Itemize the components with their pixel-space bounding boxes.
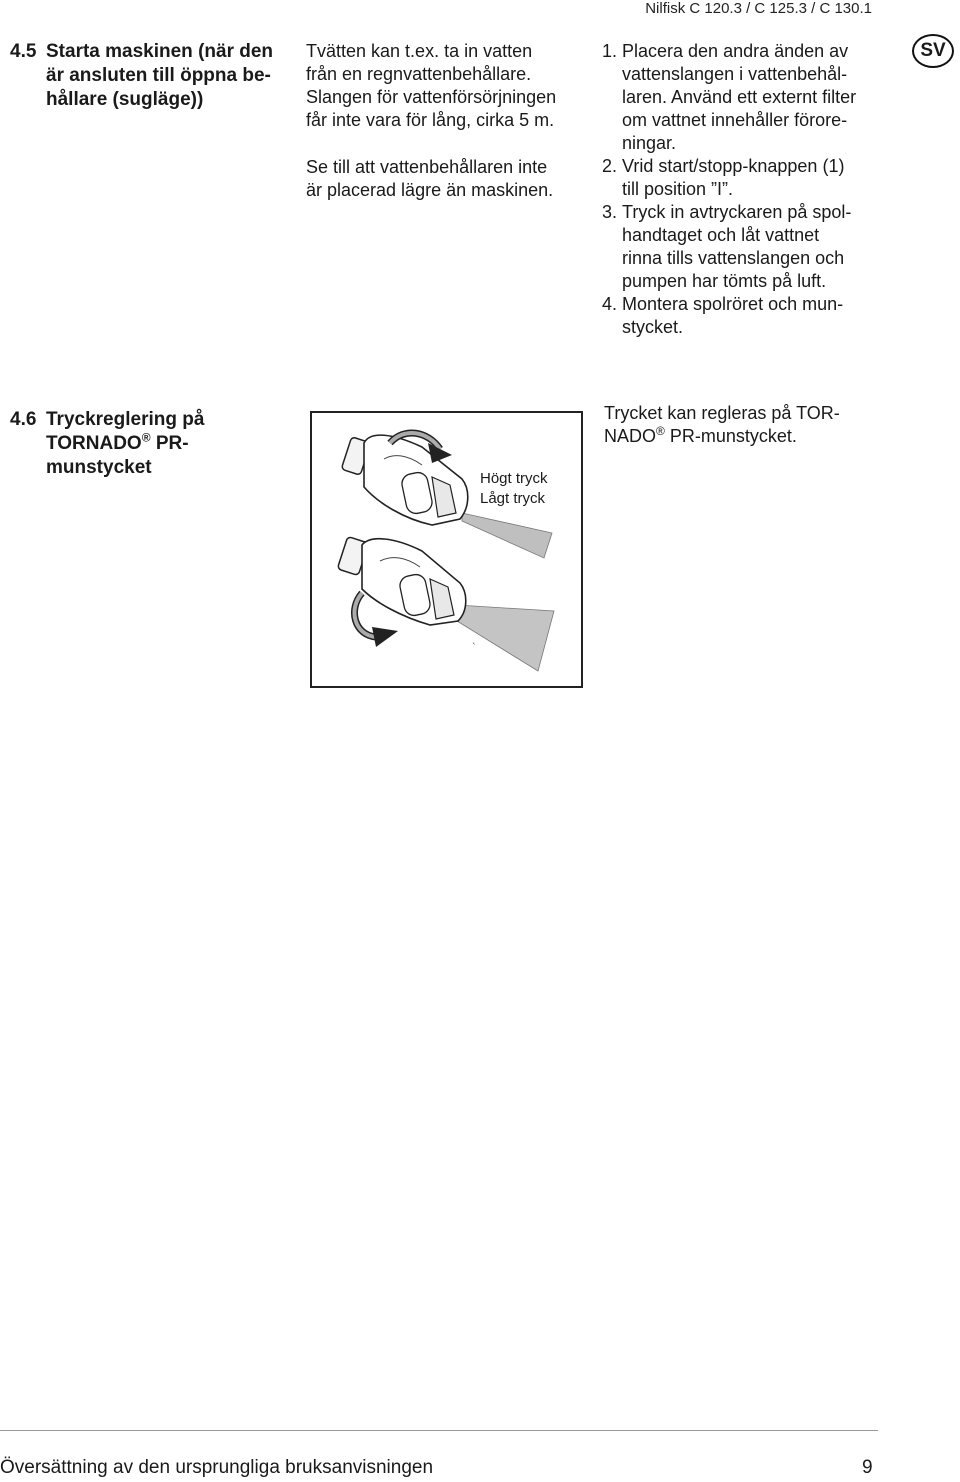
text-line: PR-munstycket. <box>664 426 797 446</box>
text-line: till position ”I”. <box>622 179 734 199</box>
label-high-pressure: Högt tryck <box>480 470 548 487</box>
nozzle-illustration <box>312 413 581 686</box>
text-line: Tvätten kan t.ex. ta in vatten <box>306 41 533 61</box>
language-badge: SV <box>912 34 954 68</box>
text-line: NADO <box>604 426 657 446</box>
nozzle-figure <box>310 411 583 688</box>
step-item <box>602 155 892 201</box>
title-line: PR- <box>150 433 189 454</box>
registered-mark: ® <box>141 430 151 445</box>
footer-text: Översättning av den ursprungliga bruksanvisningen <box>0 1457 434 1478</box>
registered-mark: ® <box>656 424 665 438</box>
text-line: Tryck in avtryckaren på spol- <box>622 202 852 222</box>
step-item <box>602 40 892 155</box>
footer-divider <box>0 1430 878 1431</box>
text-line: är placerad lägre än maskinen. <box>306 180 554 200</box>
text-line: Trycket kan regleras på TOR- <box>604 403 840 423</box>
section-4-6-title <box>10 408 290 480</box>
title-line: är ansluten till öppna be- <box>46 65 271 86</box>
title-line: Starta maskinen (när den <box>46 41 274 62</box>
text-line: om vattnet innehåller förore- <box>622 110 848 130</box>
text-line: laren. Använd ett externt filter <box>622 87 857 107</box>
text-line: stycket. <box>622 317 684 337</box>
steps-list <box>602 40 892 339</box>
nozzle-low-pressure <box>337 536 554 671</box>
text-line: handtaget och låt vattnet <box>622 225 820 245</box>
text-line: Vrid start/stopp-knappen (1) <box>622 156 845 176</box>
text-line: Se till att vattenbehållaren inte <box>306 157 548 177</box>
placement-note <box>306 156 586 202</box>
page-number: 9 <box>862 1457 873 1478</box>
step-number: 1. <box>602 41 618 61</box>
text-line: Slangen för vattenförsörjningen <box>306 87 557 107</box>
intro-paragraph <box>306 40 586 132</box>
text-line: vattenslangen i vattenbehål- <box>622 64 848 84</box>
text-line: Montera spolröret och mun- <box>622 294 844 314</box>
section-4-5-title <box>10 40 290 112</box>
section-number: 4.6 <box>10 409 37 430</box>
title-line: munstycket <box>46 457 152 478</box>
step-number: 4. <box>602 294 618 314</box>
text-line: från en regnvattenbehållare. <box>306 64 532 84</box>
step-item <box>602 201 892 293</box>
text-line: Placera den andra änden av <box>622 41 849 61</box>
title-line: TORNADO <box>46 433 142 454</box>
section-number: 4.5 <box>10 41 37 62</box>
document-model-header: Nilfisk C 120.3 / C 125.3 / C 130.1 <box>645 0 872 17</box>
text-line: rinna tills vattenslangen och <box>622 248 845 268</box>
svg-text:`: ` <box>472 642 476 654</box>
title-line: Tryckreglering på <box>46 409 205 430</box>
step-number: 2. <box>602 156 618 176</box>
step-item <box>602 293 892 339</box>
pressure-description <box>604 402 894 448</box>
step-number: 3. <box>602 202 618 222</box>
label-low-pressure: Lågt tryck <box>480 490 546 507</box>
text-line: får inte vara för lång, cirka 5 m. <box>306 110 555 130</box>
text-line: ningar. <box>622 133 677 153</box>
text-line: pumpen har tömts på luft. <box>622 271 827 291</box>
title-line: hållare (sugläge)) <box>46 89 204 110</box>
